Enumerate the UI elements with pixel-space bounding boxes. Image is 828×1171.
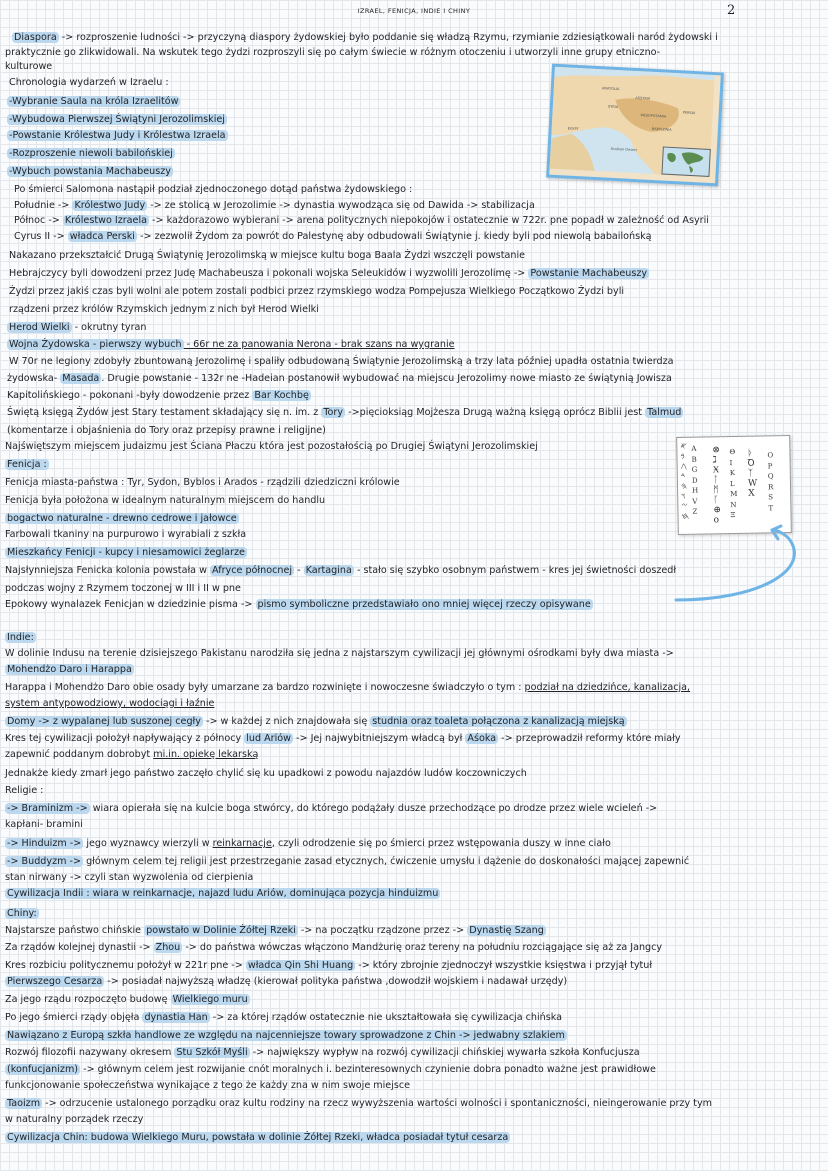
text-line	[14, 215, 709, 227]
text-line	[12, 32, 718, 44]
highlighted-text: powstało w Dolinie Żółtej Rzeki	[146, 925, 296, 936]
text-segment: Kres rozbiciu politycznemu położył w 221r pne ->	[5, 960, 246, 971]
highlighted-text: Domy -> z wypalanej lub suszonej cegły	[7, 716, 201, 727]
text-segment: - stało się szybko osobnym państwem - kres jej świetności doszedł	[353, 565, 677, 576]
text-line	[5, 459, 49, 471]
text-line	[7, 390, 311, 402]
highlighted-text: władca Perski	[69, 231, 135, 242]
text-segment: Najświętszym miejscem judaizmu jest Ściana Płaczu która jest pozostałością po Drugiej Świątyni Jerozolimskiej	[5, 441, 538, 452]
text-line	[7, 148, 175, 160]
text-segment: Kapitolińskiego - pokonani -były dowodzenie przez	[7, 390, 253, 401]
highlighted-text: Kartagina	[305, 565, 352, 576]
text-line	[5, 785, 43, 797]
text-segment: -> przeprowadził reformy które miały	[498, 733, 681, 744]
text-segment: -> w każdej z nich znajdowała się	[202, 716, 371, 727]
map-label-anatolia: ANATOLIA	[601, 86, 620, 92]
underlined-text: mi.in. opiekę lekarską	[153, 749, 259, 760]
highlighted-text: Królestwo Izraela	[64, 215, 147, 226]
text-segment: Farbowali tkaniny na purpurowo i wyrabiali z szkła	[5, 529, 247, 540]
text-line	[5, 716, 627, 728]
text-line	[5, 819, 83, 831]
text-line	[5, 888, 440, 900]
highlighted-text: Diaspora	[14, 32, 57, 43]
text-line	[5, 803, 657, 815]
text-segment: Cyrus II ->	[14, 231, 68, 242]
highlighted-text: Talmud	[647, 407, 682, 418]
text-segment: . Drugie powstanie - 132r ne -Hadeian postanowił wybudować na miejscu Jerozolimy nowe miasto ze świątynią Jowisza	[101, 373, 672, 384]
text-segment: -> ze stolicą w Jerozolimie -> dynastia wywodząca się od Dawida -> stabilizacja	[147, 200, 535, 211]
text-line	[7, 166, 173, 178]
text-line	[5, 1064, 656, 1076]
text-segment: kapłani- bramini	[5, 819, 83, 830]
text-line	[9, 304, 319, 316]
text-segment: W 70r ne legiony zdobyły zbuntowaną Jerozolimę i spaliły odbudowaną Świątynie Jerozolimską a trzy lata później upadła ostatnia twierdza	[9, 356, 674, 367]
text-line	[5, 698, 214, 710]
text-line	[5, 664, 134, 676]
highlighted-text: Aśoka	[467, 733, 497, 744]
text-segment: -> każdorazowo wybierani -> arena politycznych niepokojów i ostatecznie w 722r. pne popadł w zależność od Asyrii	[149, 215, 709, 226]
text-line	[5, 1012, 562, 1024]
text-segment: żydowska-	[7, 373, 61, 384]
text-segment: Hebrajczycy byli dowodzeni przez Judę Machabeusza i pokonali wojska Seleukidów i wyzwolili Jerozolimę ->	[9, 268, 529, 279]
text-line	[7, 322, 147, 334]
text-segment: Kres tej cywilizacji położył napływający z północy	[5, 733, 245, 744]
highlighted-text: (konfucjanizm)	[7, 1064, 79, 1075]
highlighted-text: Cywilizacja Indii : wiara w reinkarnacje, najazd ludu Ariów, dominująca pozycja hinduizmu	[7, 888, 439, 899]
text-line	[14, 184, 412, 196]
map-label-mesopotamia: MESOPOTAMIA	[640, 113, 667, 119]
text-segment: -> do państwa wówczas włączono Mandżurię oraz tereny na południu rozciągające się aż za Jangcy	[182, 942, 663, 953]
text-segment: -> odrzucenie ustalonego porządku oraz kultu rodziny na rzecz wywyższenia wartości wolności i spontaniczności, nieingerowanie przy tym	[42, 1098, 712, 1109]
text-line	[9, 268, 649, 280]
highlighted-text: Dynastię Szang	[469, 925, 544, 936]
highlighted-text: Chiny:	[7, 908, 37, 919]
highlighted-text: Cywilizacja Chin: budowa Wielkiego Muru, powstała w dolinie Żółtej Rzeki, władca posiadał tytuł cesarza	[7, 1132, 509, 1143]
text-segment: stan nirwany -> czyli stan wyzwolenia od cierpienia	[5, 872, 254, 883]
alphabet-glyphs-phoenician: 𐤀 𐤁 𐤂 𐤃 𐤄 𐤅 𐤆 𐤇	[680, 441, 690, 522]
text-line	[5, 1132, 510, 1144]
text-segment: ->pięcioksiąg Mojżesza Drugą ważną księgą oprócz Biblii jest	[345, 407, 646, 418]
page-header-title: IZRAEL, FENICJA, INDIE I CHINY	[357, 7, 471, 15]
text-line	[5, 513, 239, 525]
text-line	[5, 1080, 410, 1092]
underlined-text: reinkarnacje	[212, 838, 272, 849]
text-segment: Epokowy wynalazek Fenicjan w dziedzinie pisma ->	[5, 599, 256, 610]
text-segment: -> na początku rządzone przez ->	[297, 925, 468, 936]
highlighted-text: lud Ariów	[246, 733, 291, 744]
highlighted-text: Afryce północnej	[212, 565, 293, 576]
highlighted-text: władca Qin Shi Huang	[247, 960, 354, 971]
text-line	[7, 114, 227, 126]
text-line	[5, 547, 247, 559]
text-line	[7, 425, 326, 437]
text-line	[5, 1114, 143, 1126]
highlighted-text: Tory	[323, 407, 344, 418]
highlighted-text: -> Braminizm ->	[7, 803, 88, 814]
text-line	[9, 77, 169, 89]
highlighted-text: Masada	[62, 373, 100, 384]
underlined-text: podział na dziedzińce, kanalizacja,	[524, 682, 691, 693]
text-line	[5, 976, 567, 988]
text-segment: (komentarze i objaśnienia do Tory oraz przepisy prawne i religijne)	[7, 425, 326, 436]
text-line	[9, 356, 674, 368]
text-segment: Po jego śmierci rządy objęła	[5, 1012, 143, 1023]
map-label-assyria: ASSYRIA	[635, 95, 651, 101]
text-line	[5, 838, 611, 850]
text-segment: -> za której rządów ostatecznie nie ukształtowała się cywilizacja chińska	[209, 1012, 563, 1023]
text-segment: kulturowe	[5, 61, 53, 72]
alphabet-letters-3: OPQRST	[767, 451, 774, 512]
text-line	[5, 733, 681, 745]
text-segment: -> największy wypływ na rozwój cywilizacji chińskiej wywarła szkoła Konfucjusza	[249, 1047, 640, 1058]
text-line	[5, 960, 652, 972]
text-segment: -> rozproszenie ludności -> przyczyną diaspory żydowskiej było poddanie się władzą Rzymu, rzymianie zdziesiątkowali naród żydowski i	[58, 32, 718, 43]
highlighted-text: Zhou	[155, 942, 181, 953]
text-line	[5, 47, 660, 59]
text-segment: Harappa i Mohendżo Daro obie osady były umarzane za bardzo rozwinięte i nowoczesne świadczyło o tym :	[5, 682, 525, 693]
text-line	[7, 96, 180, 108]
text-segment: Żydzi przez jakiś czas byli wolni ale potem zostali podbici przez rzymskiego wodza Pompejusza Wielkiego Początkowo Żydzi byli	[9, 286, 625, 297]
highlighted-text: Królestwo Judy	[74, 200, 146, 211]
text-segment: Jednakże kiedy zmarł jego państwo zaczęło chylić się ku upadkowi z powodu najazdów ludów koczowniczych	[5, 768, 527, 779]
highlighted-text: Mohendżo Daro i Harappa	[7, 664, 132, 675]
text-segment: Za rządów kolejnej dynastii ->	[5, 942, 154, 953]
map-label-babylonia: BABYLONIA	[651, 126, 672, 132]
highlighted-text: -> Hinduizm ->	[7, 838, 82, 849]
alphabet-glyphs-right: ᚦ Ꝺ ᛉ W X	[747, 448, 758, 499]
map-label-persia: PERSIA	[682, 110, 696, 116]
text-segment: Rozwój filozofii nazywany okresem	[5, 1047, 175, 1058]
text-segment: wiara opierała się na kulcie boga stwórcy, do którego podążały dusze przechodzące po drodze przez wiele wcieleń ->	[89, 803, 658, 814]
text-segment: funkcjonowanie społeczeństwa wynikające z tego że każdy zna w nim swoje miejsce	[5, 1080, 411, 1091]
text-segment: Najsłynniejsza Fenicka kolonia powstała w	[5, 565, 211, 576]
text-line	[5, 529, 246, 541]
highlighted-text: dynastia Han	[144, 1012, 208, 1023]
text-segment: - okrutny tyran	[71, 322, 147, 333]
text-segment: -> Jej najwybitniejszym władcą był	[293, 733, 466, 744]
highlighted-text: -Wybudowa Pierwszej Świątyni Jerozolimskiej	[9, 114, 225, 125]
text-segment: -> który zbrojnie zjednoczył wszystkie księstwa i przyjął tytuł	[355, 960, 653, 971]
text-line	[5, 768, 527, 780]
highlighted-text: Bar Kochbę	[254, 390, 309, 401]
map-label-syria: SYRIA	[607, 104, 619, 110]
text-line	[5, 994, 250, 1006]
highlighted-text: Powstanie Machabeuszy	[530, 268, 648, 279]
text-segment: Północ ->	[14, 215, 63, 226]
highlighted-text: -Rozproszenie niewoli babilońskiej	[9, 148, 173, 159]
text-line	[5, 925, 546, 937]
highlighted-text: Fenicja :	[7, 459, 47, 470]
highlighted-text: Nawiązano z Europą szkła handlowe ze względu na najcenniejsze towary sprowadzone z Chin -> jedwabny szlakiem	[7, 1030, 565, 1041]
map-label-egypt: EGYPT	[567, 126, 579, 132]
text-line	[5, 749, 258, 761]
text-line	[5, 632, 36, 644]
text-line	[5, 908, 39, 920]
text-line	[5, 1047, 640, 1059]
text-line	[5, 495, 325, 507]
text-segment: -> zezwolił Żydom za powrót do Palestynę aby odbudowali Świątynie j. kiedy byli pod niewolą babailońską	[136, 231, 652, 242]
text-segment: w naturalny porządek rzeczy	[5, 1114, 144, 1125]
text-segment: Nakazano przekształcić Drugą Świątynię Jerozolimską w miejsce kultu boga Baala Żydzi wszczęli powstanie	[9, 250, 526, 261]
alphabet-letters-2: ΘIKLMNΞ	[729, 447, 738, 520]
text-line	[14, 231, 652, 243]
highlighted-text: Stu Szkół Myśli	[176, 1047, 248, 1058]
text-line	[5, 872, 253, 884]
text-segment: Za jego rządu rozpoczęto budowę	[5, 994, 171, 1005]
text-segment: Religie :	[5, 785, 44, 796]
text-line	[5, 682, 690, 694]
text-line	[7, 407, 683, 419]
text-line	[7, 130, 228, 142]
text-segment: Świętą księgą Żydów jest Stary testament składający się n. im. z	[7, 407, 322, 418]
text-segment: -> posiadał najwyższą władzę (kierował polityka państwa ,dowodził wojskiem i nadawał urzędy)	[104, 976, 568, 987]
text-segment: Po śmierci Salomona nastąpił podział zjednoczonego dotąd państwa żydowskiego :	[14, 184, 413, 195]
text-segment: jego wyznawcy wierzyli w	[83, 838, 213, 849]
highlighted-text: -Powstanie Królestwa Judy i Królestwa Izraela	[9, 130, 226, 141]
text-segment: W dolinie Indusu na terenie dzisiejszego Pakistanu narodziła się jedna z najstarszym cywilizacji jej głównymi ośrodkami były dwa miasta ->	[5, 648, 674, 659]
text-segment: podczas wojny z Rzymem toczonej w III i II w pne	[5, 583, 241, 594]
highlighted-text: Mieszkańcy Fenicji - kupcy i niesamowici żeglarze	[7, 547, 245, 558]
highlighted-text: Herod Wielki	[9, 322, 70, 333]
text-line	[5, 1030, 567, 1042]
text-line	[5, 477, 400, 489]
highlighted-text: Taoizm	[7, 1098, 41, 1109]
text-segment: -> głównym celem jest rozwijanie cnót moralnych i. bezinteresownych czynienie dobra ponadto ważne jest prawidłowe	[80, 1064, 656, 1075]
highlighted-text: -> Buddyzm ->	[7, 856, 82, 867]
highlighted-text: pismo symboliczne przedstawiało ono mniej więcej rzeczy opisywane	[257, 599, 591, 610]
underlined-text: - 66r ne za panowania Nerona - brak szans na wygranie	[183, 339, 455, 350]
text-line	[9, 286, 624, 298]
text-segment: -	[294, 565, 304, 576]
text-line	[5, 1098, 712, 1110]
text-segment: Chronologia wydarzeń w Izraelu :	[9, 77, 169, 88]
text-segment: Fenicja była położona w idealnym naturalnym miejscem do handlu	[5, 495, 326, 506]
highlighted-text: Indie:	[7, 632, 34, 643]
map-label-arabian-desert: Arabian Desert	[610, 146, 638, 153]
text-line	[5, 61, 52, 73]
text-line	[5, 599, 593, 611]
highlighted-text: Pierwszego Cesarza	[7, 976, 103, 987]
text-segment: , czyli odrodzenie się po śmierci przez wstępowania duszy w inne ciało	[271, 838, 611, 849]
text-line	[7, 373, 672, 385]
alphabet-letters-1: ABGDHVZ	[691, 444, 699, 516]
text-line	[14, 200, 535, 212]
text-segment: Fenicja miasta-państwa : Tyr, Sydon, Byblos i Arados - rządzili dziedziczni królowie	[5, 477, 400, 488]
alphabet-glyphs-middle: ⊗ ℷ Ӿ ᛚ ᛗ ᚴ ⊕ o	[712, 445, 722, 526]
text-line	[5, 942, 662, 954]
text-segment: rządzeni przez królów Rzymskich jednym z nich był Herod Wielki	[9, 304, 319, 315]
underlined-text: system antypowodziowy, wodociągi i łaźnie	[5, 698, 215, 709]
highlighted-text: -Wybuch powstania Machabeuszy	[9, 166, 171, 177]
text-segment: Południe ->	[14, 200, 73, 211]
text-segment: głównym celem tej religii jest przestrzeganie zasad etycznych, ćwiczenie umysłu i dążenie do doskonałości mającej zapewnić	[83, 856, 690, 867]
page-number: 2	[727, 3, 736, 18]
text-line	[5, 856, 689, 868]
highlighted-text: Wojna Żydowska - pierwszy wybuch	[9, 339, 182, 350]
highlighted-text: Wielkiego muru	[172, 994, 248, 1005]
text-segment: praktycznie go zlikwidowali. Na wskutek tego żydzi rozproszyli się po całym świecie w różnym otoczeniu i utworzyli inne grupy etniczno-	[5, 47, 661, 58]
highlighted-text: -Wybranie Saula na króla Izraelitów	[9, 96, 179, 107]
text-segment: Najstarsze państwo chińskie	[5, 925, 145, 936]
text-line	[5, 565, 676, 577]
text-line	[9, 250, 525, 262]
text-line	[5, 441, 538, 453]
highlighted-text: studnia oraz toaleta połączona z kanalizacją miejską	[372, 716, 625, 727]
text-line	[5, 648, 674, 660]
highlighted-text: bogactwo naturalne - drewno cedrowe i jałowce	[7, 513, 237, 524]
text-line	[5, 583, 241, 595]
text-segment: zapewnić poddanym dobrobyt	[5, 749, 154, 760]
text-line	[7, 339, 455, 351]
